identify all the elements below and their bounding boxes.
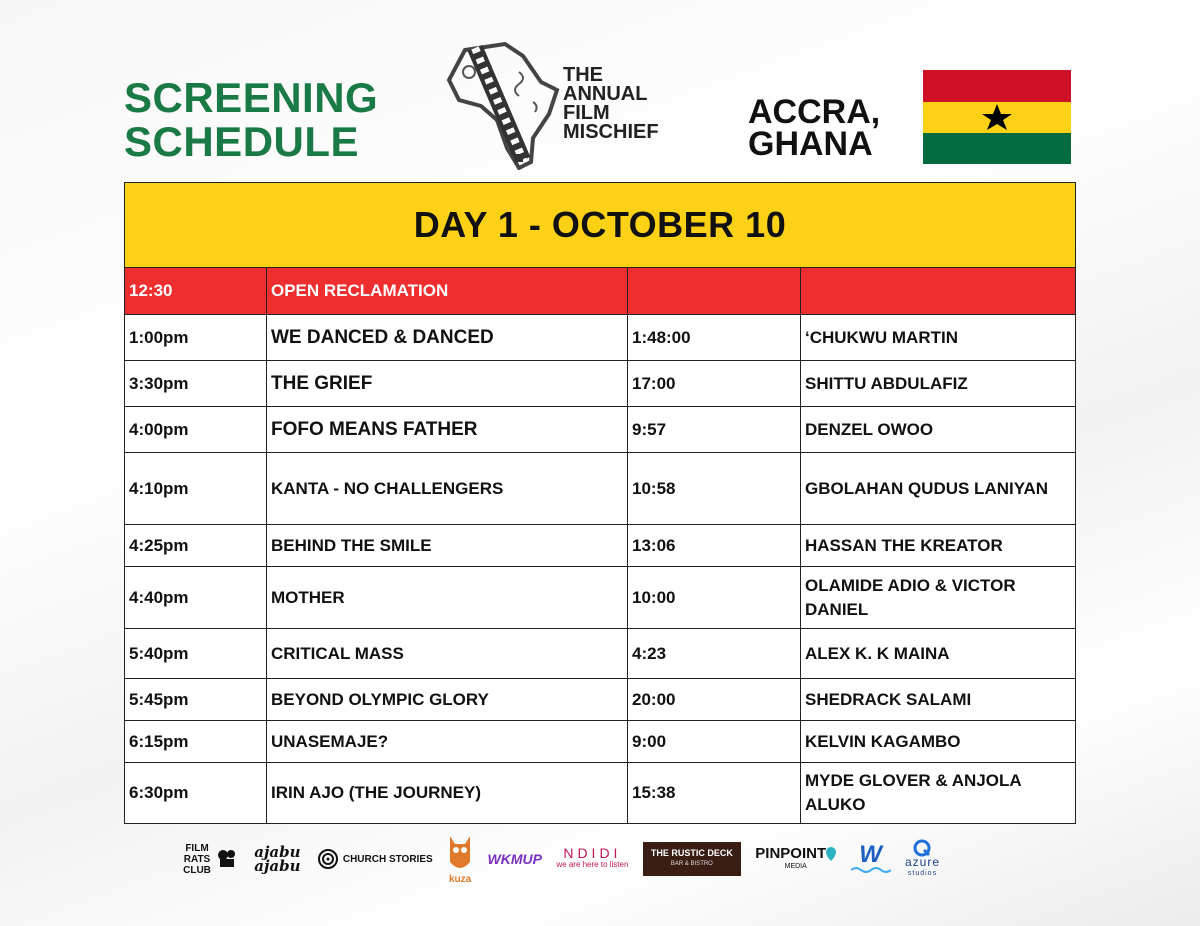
time-cell: 4:40pm xyxy=(125,567,267,628)
logo-text-2: ANNUAL xyxy=(563,83,648,105)
title-cell: BEHIND THE SMILE xyxy=(267,525,628,566)
director-cell xyxy=(801,268,1074,314)
title-cell: UNASEMAJE? xyxy=(267,721,628,762)
sponsor-pinpoint xyxy=(755,847,836,872)
table-row xyxy=(125,721,1075,763)
table-row xyxy=(125,567,1075,629)
wave-icon xyxy=(851,866,891,874)
director-cell: SHITTU ABDULAFIZ xyxy=(805,373,968,393)
sponsor-name: FILM RATS CLUB xyxy=(183,842,211,876)
sponsor-name: CHURCH STORIES xyxy=(342,853,433,865)
time-cell: 3:30pm xyxy=(125,361,267,406)
director-cell: OLAMIDE ADIO & VICTOR DANIEL xyxy=(805,575,1016,619)
sponsor-w xyxy=(851,841,891,874)
duration-cell: 4:23 xyxy=(628,629,801,678)
schedule-table xyxy=(124,182,1076,824)
duration-cell: 17:00 xyxy=(628,361,801,406)
table-row xyxy=(125,525,1075,567)
header-row xyxy=(125,268,1075,315)
sponsor-name: W xyxy=(859,841,882,868)
logo-wordmark xyxy=(563,66,659,142)
time-cell: 1:00pm xyxy=(125,315,267,360)
director-cell: DENZEL OWOO xyxy=(805,419,934,439)
sponsor-name: NDIDI xyxy=(563,845,622,861)
sponsor-name: THE RUSTIC DECK xyxy=(650,848,733,858)
sponsor-church-stories xyxy=(317,848,433,870)
table-row xyxy=(125,315,1075,361)
sponsor-ndidi xyxy=(556,845,629,870)
title-cell: MOTHER xyxy=(267,567,628,628)
title-cell: IRIN AJO (THE JOURNEY) xyxy=(267,763,628,823)
director-cell: ALEX K. K MAINA xyxy=(805,643,950,663)
sponsor-name: PINPOINT xyxy=(755,845,827,862)
time-cell: 6:15pm xyxy=(125,721,267,762)
title-cell: THE GRIEF xyxy=(267,361,628,406)
sponsor-logos xyxy=(180,830,940,888)
title-cell: CRITICAL MASS xyxy=(267,629,628,678)
director-cell: HASSAN THE KREATOR xyxy=(805,535,1003,555)
time-cell: 4:00pm xyxy=(125,407,267,452)
logo-text-1: THE xyxy=(563,64,603,86)
title-line-1: SCREENING xyxy=(124,74,379,121)
time-cell: 4:25pm xyxy=(125,525,267,566)
pin-icon xyxy=(826,847,836,861)
page-title xyxy=(124,76,378,164)
duration-cell: 10:00 xyxy=(628,567,801,628)
sponsor-name: kuza xyxy=(448,873,472,885)
title-cell: KANTA - NO CHALLENGERS xyxy=(267,453,628,524)
sponsor-ajabu: ajabu ajabu xyxy=(254,843,301,875)
table-row xyxy=(125,679,1075,721)
day-title: DAY 1 - OCTOBER 10 xyxy=(125,183,1075,268)
city-line-1: ACCRA, xyxy=(748,93,881,131)
duration-cell: 9:57 xyxy=(628,407,801,452)
time-cell: 12:30 xyxy=(125,268,267,314)
logo-text-4: MISCHIEF xyxy=(563,121,659,143)
sponsor-film-rats-club xyxy=(180,843,238,876)
sponsor-azure xyxy=(905,839,940,879)
duration-cell: 9:00 xyxy=(628,721,801,762)
table-row xyxy=(125,361,1075,407)
time-cell: 5:40pm xyxy=(125,629,267,678)
director-cell: GBOLAHAN QUDUS LANIYAN xyxy=(805,478,1049,498)
duration-cell xyxy=(628,268,801,314)
table-row xyxy=(125,453,1075,525)
time-cell: 6:30pm xyxy=(125,763,267,823)
sponsor-tagline: we are here to listen xyxy=(556,860,629,869)
title-cell: FOFO MEANS FATHER xyxy=(267,407,628,452)
camera-icon xyxy=(216,848,238,870)
time-cell: 5:45pm xyxy=(125,679,267,720)
city-line-2: GHANA xyxy=(748,125,873,163)
title-line-2: SCHEDULE xyxy=(124,118,360,165)
duration-cell: 15:38 xyxy=(628,763,801,823)
owl-icon xyxy=(447,834,473,874)
sponsor-wkmup: WKMUP xyxy=(487,850,542,867)
ghana-flag-icon xyxy=(923,70,1071,164)
director-cell: KELVIN KAGAMBO xyxy=(805,731,961,751)
sponsor-kuza xyxy=(447,834,473,885)
title-cell: WE DANCED & DANCED xyxy=(267,315,628,360)
logo-text-3: FILM xyxy=(563,102,610,124)
city-label xyxy=(748,93,881,163)
sponsor-tagline: studios xyxy=(907,870,938,877)
spiral-icon xyxy=(317,848,339,870)
table-row xyxy=(125,407,1075,453)
duration-cell: 13:06 xyxy=(628,525,801,566)
africa-film-strip-icon xyxy=(445,42,563,170)
sponsor-name: azure xyxy=(904,855,940,869)
duration-cell: 1:48:00 xyxy=(628,315,801,360)
title-cell: BEYOND OLYMPIC GLORY xyxy=(267,679,628,720)
sponsor-tagline: BAR & BISTRO xyxy=(670,861,713,867)
duration-cell: 10:58 xyxy=(628,453,801,524)
title-cell: OPEN RECLAMATION xyxy=(267,268,628,314)
festival-logo xyxy=(445,42,695,170)
director-cell: SHEDRACK SALAMI xyxy=(805,689,972,709)
sponsor-tagline: MEDIA xyxy=(784,862,807,870)
time-cell: 4:10pm xyxy=(125,453,267,524)
director-cell: MYDE GLOVER & ANJOLA ALUKO xyxy=(805,771,1021,814)
duration-cell: 20:00 xyxy=(628,679,801,720)
sponsor-rustic-deck xyxy=(643,842,741,876)
table-row xyxy=(125,763,1075,823)
director-cell: ‘CHUKWU MARTIN xyxy=(805,327,958,347)
table-row xyxy=(125,629,1075,679)
